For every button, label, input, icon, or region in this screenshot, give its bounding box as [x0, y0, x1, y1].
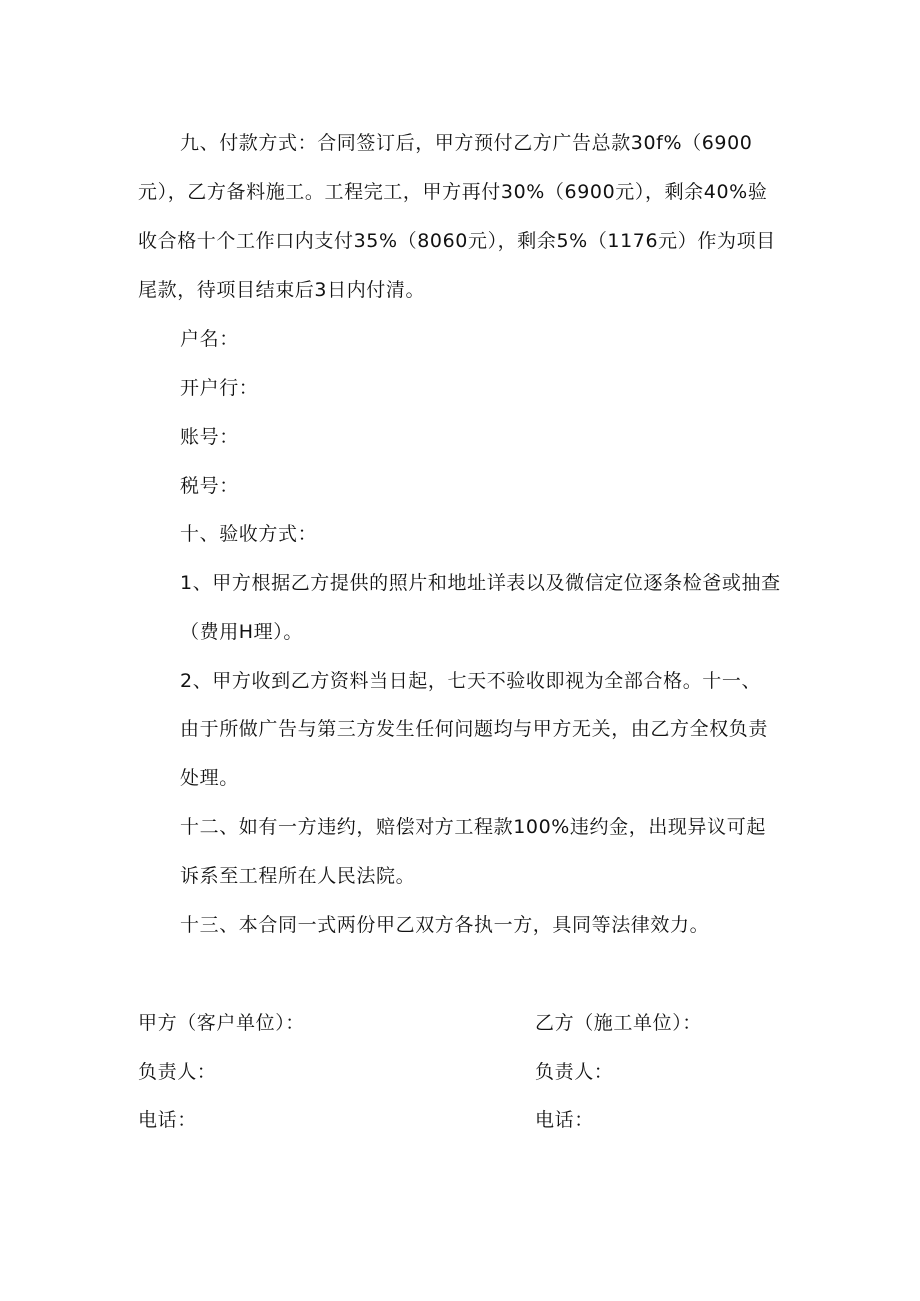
party-b-label: 乙方（施工单位）： — [535, 1012, 702, 1034]
clause9-line1: 九、付款方式：合同签订后，甲方预付乙方广告总款30f%（6900 — [180, 132, 753, 154]
party-a-phone-label: 电话： — [138, 1109, 197, 1131]
clause10-heading: 十、验收方式： — [180, 523, 318, 545]
clause9-line3: 收合格十个工作口内支付35%（8060元），剩余5%（1176元）作为项目 — [138, 230, 776, 252]
account-number-label: 账号： — [180, 426, 239, 448]
clause9-line4: 尾款，待项目结束后3日内付清。 — [138, 279, 426, 301]
party-a-person-label: 负责人： — [138, 1061, 217, 1083]
clause12-line2: 诉系至工程所在人民法院。 — [180, 865, 416, 887]
clause10-item2-line1: 2、甲方收到乙方资料当日起，七天不验收即视为全部合格。十一、 — [180, 670, 762, 692]
clause10-item1-line2: （费用H理）。 — [180, 621, 303, 643]
bank-label: 开户行： — [180, 377, 259, 399]
clause13-line1: 十三、本合同一式两份甲乙双方各执一方，具同等法律效力。 — [180, 914, 710, 936]
party-b-phone-label: 电话： — [535, 1109, 594, 1131]
clause9-line2: 元），乙方备料施工。工程完工，甲方再付30%（6900元），剩余40%验 — [138, 181, 768, 203]
clause10-item1-line1: 1、甲方根据乙方提供的照片和地址详表以及微信定位逐条检爸或抽查 — [180, 572, 781, 594]
party-b-person-label: 负责人： — [535, 1061, 614, 1083]
clause10-item2-line3: 处理。 — [180, 767, 239, 789]
account-name-label: 户名： — [180, 328, 239, 350]
clause10-item2-line2: 由于所做广告与第三方发生任何问题均与甲方无关，由乙方全权负责 — [180, 718, 769, 740]
party-a-label: 甲方（客户单位）： — [138, 1012, 305, 1034]
tax-number-label: 税号： — [180, 475, 239, 497]
clause12-line1: 十二、如有一方违约，赔偿对方工程款100%违约金，出现异议可起 — [180, 816, 766, 838]
